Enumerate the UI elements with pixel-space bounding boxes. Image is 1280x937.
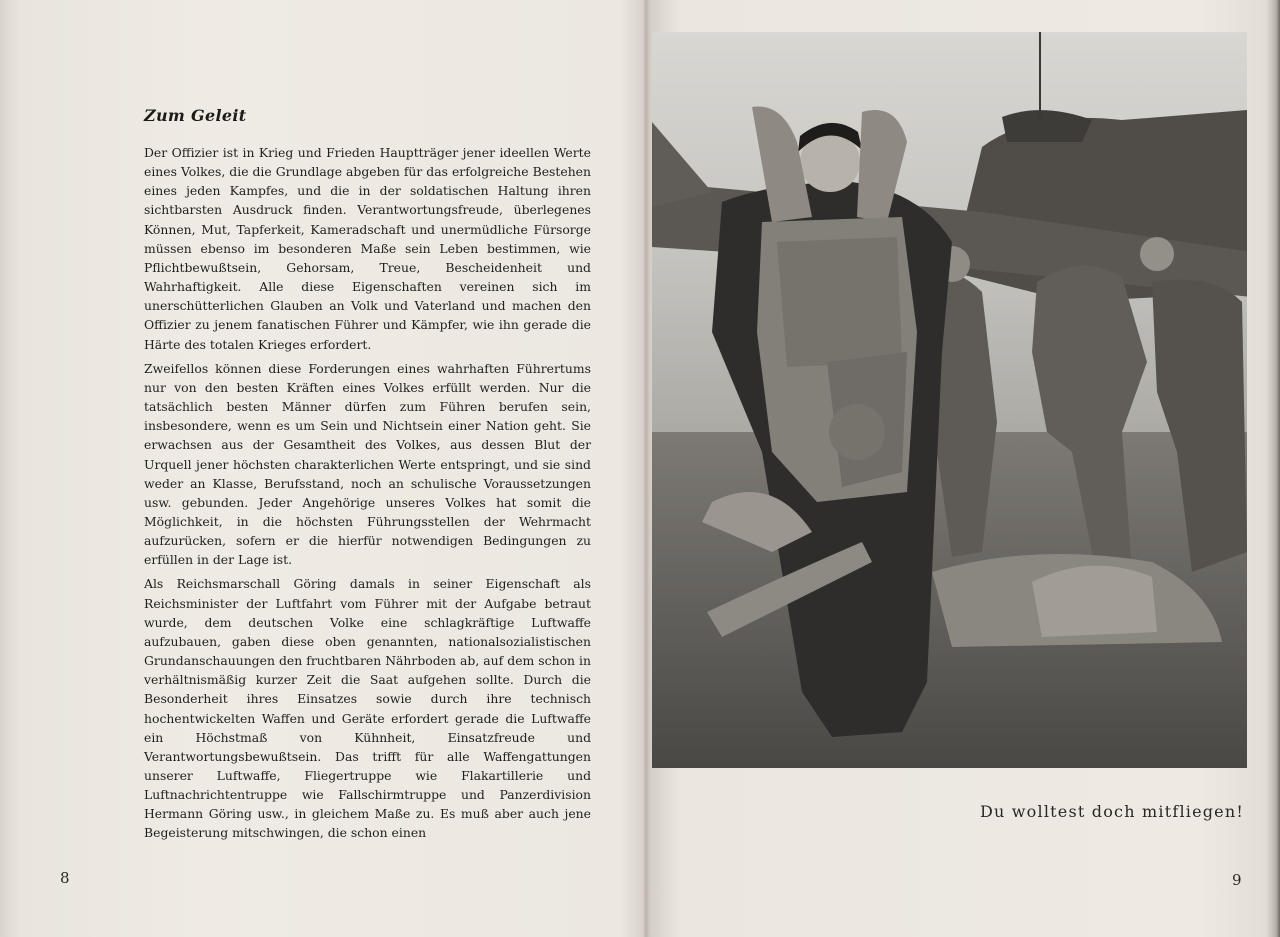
photograph (652, 32, 1247, 768)
section-heading: Zum Geleit (144, 106, 247, 125)
body-text (144, 143, 591, 848)
photo-caption: Du wolltest doch mitfliegen! (979, 802, 1244, 821)
paragraph: Zweifellos können diese Forderungen eines wahrhaften Führertums nur von den besten Kräften eines Volkes erfüllt werden. Nur die tatsächlich besten Männer dürfen zum Führen berufen sein, insbesondere, wenn es um Sein und Nichtsein einer Nation geht. Sie erwachsen aus der Gesamtheit des Volkes, aus dessen Blut der Urquell jener höchsten charakterlichen Werte entspringt, und sie sind weder an Klasse, Berufsstand, noch an schulische Voraussetzungen usw. gebunden. Jeder Angehörige unseres Volkes hat somit die Möglichkeit, in die höchsten Führungsstellen der Wehrmacht aufzurücken, sofern er die hierfür notwendigen Bedingungen zu erfüllen in der Lage ist. (144, 360, 591, 568)
photo-illustration (652, 32, 1247, 768)
paragraph: Der Offizier ist in Krieg und Frieden Hauptträger jener ideellen Werte eines Volkes, die die Grundlage abgeben für das erfolgreiche Bestehen eines jeden Kampfes, und die in der soldatischen Haltung ihren sichtbarsten Ausdruck finden. Verantwortungsfreude, überlegenes Können, Mut, Tapferkeit, Kameradschaft und unermüdliche Fürsorge müssen ebenso im besonderen Maße sein Leben bestimmen, wie Pflichtbewußtsein, Gehorsam, Treue, Bescheidenheit und Wahrhaftigkeit. Alle diese Eigenschaften vereinen sich im unerschütterlichen Glauben an Volk und Vaterland und machen den Offizier zu jenem fanatischen Führer und Kämpfer, wie ihn gerade die Härte des totalen Krieges erfordert. (144, 145, 591, 352)
page-number: 8 (60, 869, 70, 887)
paragraph: Als Reichsmarschall Göring damals in seiner Eigenschaft als Reichsminister der Luftfahrt vom Führer mit der Aufgabe betraut wurde, dem deutschen Volke eine schlagkräftige Luftwaffe aufzubauen, gaben diese oben genannten, nationalsozialistischen Grundanschauungen den fruchtbaren Nährboden ab, auf dem schon in verhältnismäßig kurzer Zeit die Saat aufgehen sollte. Durch die Besonderheit ihres Einsatzes sowie durch ihre technisch hochentwickelten Waffen und Geräte erfordert gerade die Luftwaffe ein Höchstmaß von Kühnheit, Einsatzfreude und Verantwortungsbewußtsein. Das trifft für alle Waffengattungen unserer Luftwaffe, Fliegertruppe wie Flakartillerie und Luftnachrichtentruppe wie Fallschirmtruppe und Panzerdivision Hermann Göring usw., in gleichem Maße zu. Es muß aber auch jene Begeisterung mitschwingen, die schon einen (144, 576, 591, 841)
left-page (18, 0, 644, 937)
page-number: 9 (1232, 871, 1242, 889)
right-page (648, 0, 1274, 937)
